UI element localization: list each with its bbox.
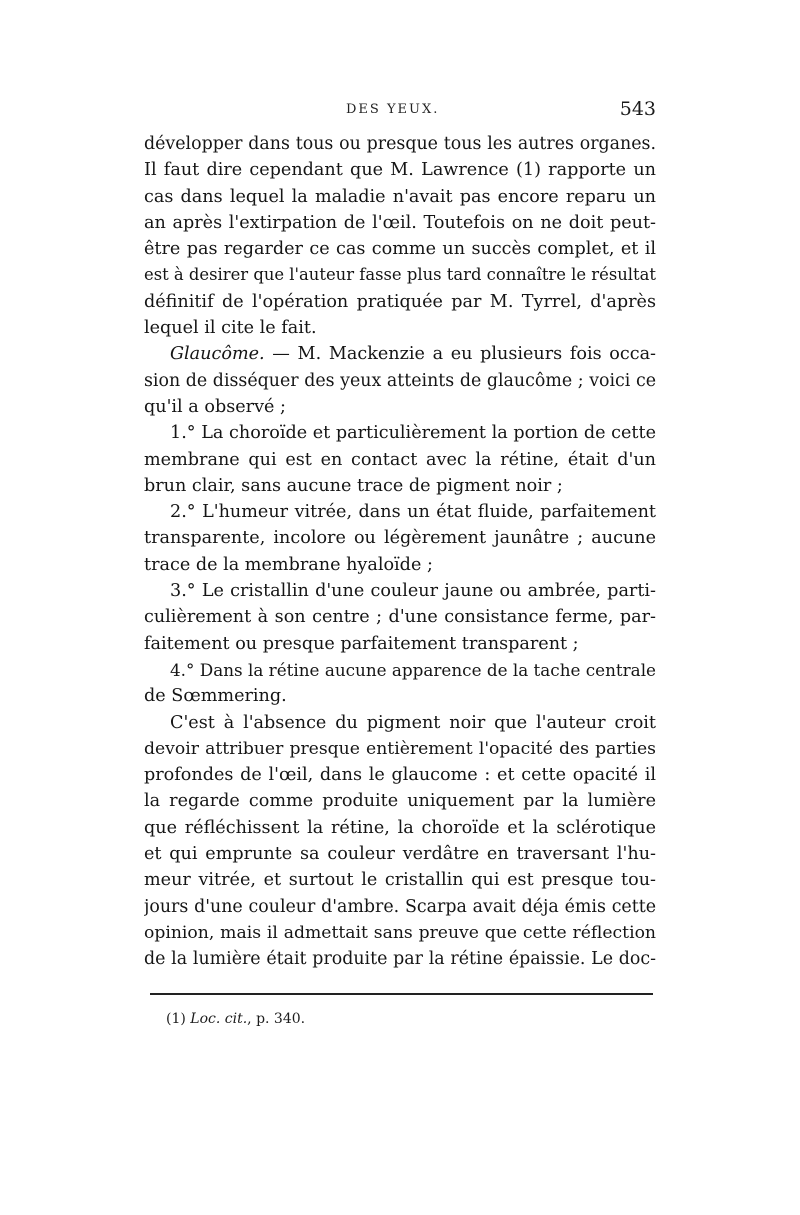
- text-line: [144, 447, 656, 473]
- section-heading: Glaucôme.: [170, 344, 265, 365]
- footnote-marker: (1): [166, 1011, 186, 1027]
- line-text: est à desirer que l'auteur fasse plus tard connaître le résultat: [144, 265, 656, 285]
- text-line: [144, 236, 656, 262]
- text-line: [144, 867, 656, 893]
- text-line: [144, 368, 656, 394]
- text-line: [144, 341, 656, 367]
- line-text: opinion, mais il admettait sans preuve que cette réflection: [144, 922, 656, 943]
- text-line: [144, 604, 656, 630]
- line-text: et qui emprunte sa couleur verdâtre en traversant l'hu-: [144, 844, 656, 865]
- text-line: [144, 394, 656, 420]
- text-line: [144, 920, 656, 946]
- line-text: 2.° L'humeur vitrée, dans un état fluide, parfaitement: [170, 502, 656, 523]
- line-text: an après l'extirpation de l'œil. Toutefois on ne doit peut-: [144, 212, 656, 233]
- line-text: cas dans lequel la maladie n'avait pas encore reparu un: [144, 186, 656, 207]
- line-text: brun clair, sans aucune trace de pigment noir ;: [144, 475, 563, 496]
- text-line: [144, 473, 656, 499]
- text-line: [144, 210, 656, 236]
- line-text: 1.° La choroïde et particulièrement la portion de cette: [170, 423, 656, 444]
- line-text: la regarde comme produite uniquement par la lumière: [144, 791, 656, 812]
- text-line: [144, 631, 656, 657]
- text-line: [144, 525, 656, 551]
- text-line: [144, 894, 656, 920]
- line-text: 3.° Le cristallin d'une couleur jaune ou ambrée, parti-: [170, 581, 656, 602]
- line-text: développer dans tous ou presque tous les autres organes.: [144, 134, 656, 154]
- text-line: [144, 841, 656, 867]
- line-text: meur vitrée, et surtout le cristallin qui est presque tou-: [144, 870, 656, 891]
- line-text: — M. Mackenzie a eu plusieurs fois occa-: [264, 344, 656, 365]
- text-line: [144, 289, 656, 315]
- line-text: que réfléchissent la rétine, la choroïde et la sclérotique: [144, 817, 656, 838]
- text-line: [144, 946, 656, 972]
- text-line: [144, 815, 656, 841]
- text-line: [144, 552, 656, 578]
- text-line: [144, 657, 656, 683]
- text-line: [144, 157, 656, 183]
- line-text: membrane qui est en contact avec la rétine, était d'un: [144, 449, 656, 470]
- text-line: [144, 131, 656, 157]
- line-text: culièrement à son centre ; d'une consistance ferme, par-: [144, 607, 656, 628]
- running-head: [144, 98, 656, 128]
- body-text: [144, 131, 656, 973]
- line-text: trace de la membrane hyaloïde ;: [144, 554, 433, 575]
- text-line: [144, 736, 656, 762]
- text-line: [144, 788, 656, 814]
- line-text: faitement ou presque parfaitement transparent ;: [144, 633, 579, 654]
- line-text: définitif de l'opération pratiquée par M. Tyrrel, d'après: [144, 291, 656, 312]
- line-text: lequel il cite le fait.: [144, 318, 317, 339]
- line-text: Il faut dire cependant que M. Lawrence (1) rapporte un: [144, 160, 656, 181]
- footnote-divider: [150, 993, 653, 995]
- footnote-source: Loc. cit.: [190, 1011, 248, 1027]
- line-text: sion de disséquer des yeux atteints de glaucôme ; voici ce: [144, 370, 656, 391]
- line-text: transparente, incolore ou légèrement jaunâtre ; aucune: [144, 528, 656, 549]
- line-text: 4.° Dans la rétine aucune apparence de la tache centrale: [170, 659, 656, 680]
- footnote: [166, 1010, 305, 1028]
- line-text: devoir attribuer presque entièrement l'opacité des parties: [144, 738, 656, 759]
- text-line: [144, 762, 656, 788]
- line-text: profondes de l'œil, dans le glaucome : et cette opacité il: [144, 765, 656, 786]
- line-text: jours d'une couleur d'ambre. Scarpa avait déja émis cette: [144, 896, 656, 917]
- footnote-page: , p. 340.: [247, 1011, 306, 1027]
- text-line: [144, 420, 656, 446]
- page-number: 543: [619, 98, 656, 120]
- text-line: [144, 499, 656, 525]
- running-title: DES YEUX.: [346, 102, 440, 117]
- text-line: [144, 683, 656, 709]
- text-line: [144, 184, 656, 210]
- line-text: C'est à l'absence du pigment noir que l'auteur croit: [170, 712, 656, 733]
- text-line: [144, 578, 656, 604]
- text-line: [144, 315, 656, 341]
- line-text: qu'il a observé ;: [144, 396, 286, 417]
- line-text: de la lumière était produite par la rétine épaissie. Le doc-: [144, 949, 656, 970]
- line-text: de Sœmmering.: [144, 686, 287, 707]
- line-text: être pas regarder ce cas comme un succès complet, et il: [144, 239, 656, 260]
- text-line: [144, 262, 656, 288]
- text-line: [144, 710, 656, 736]
